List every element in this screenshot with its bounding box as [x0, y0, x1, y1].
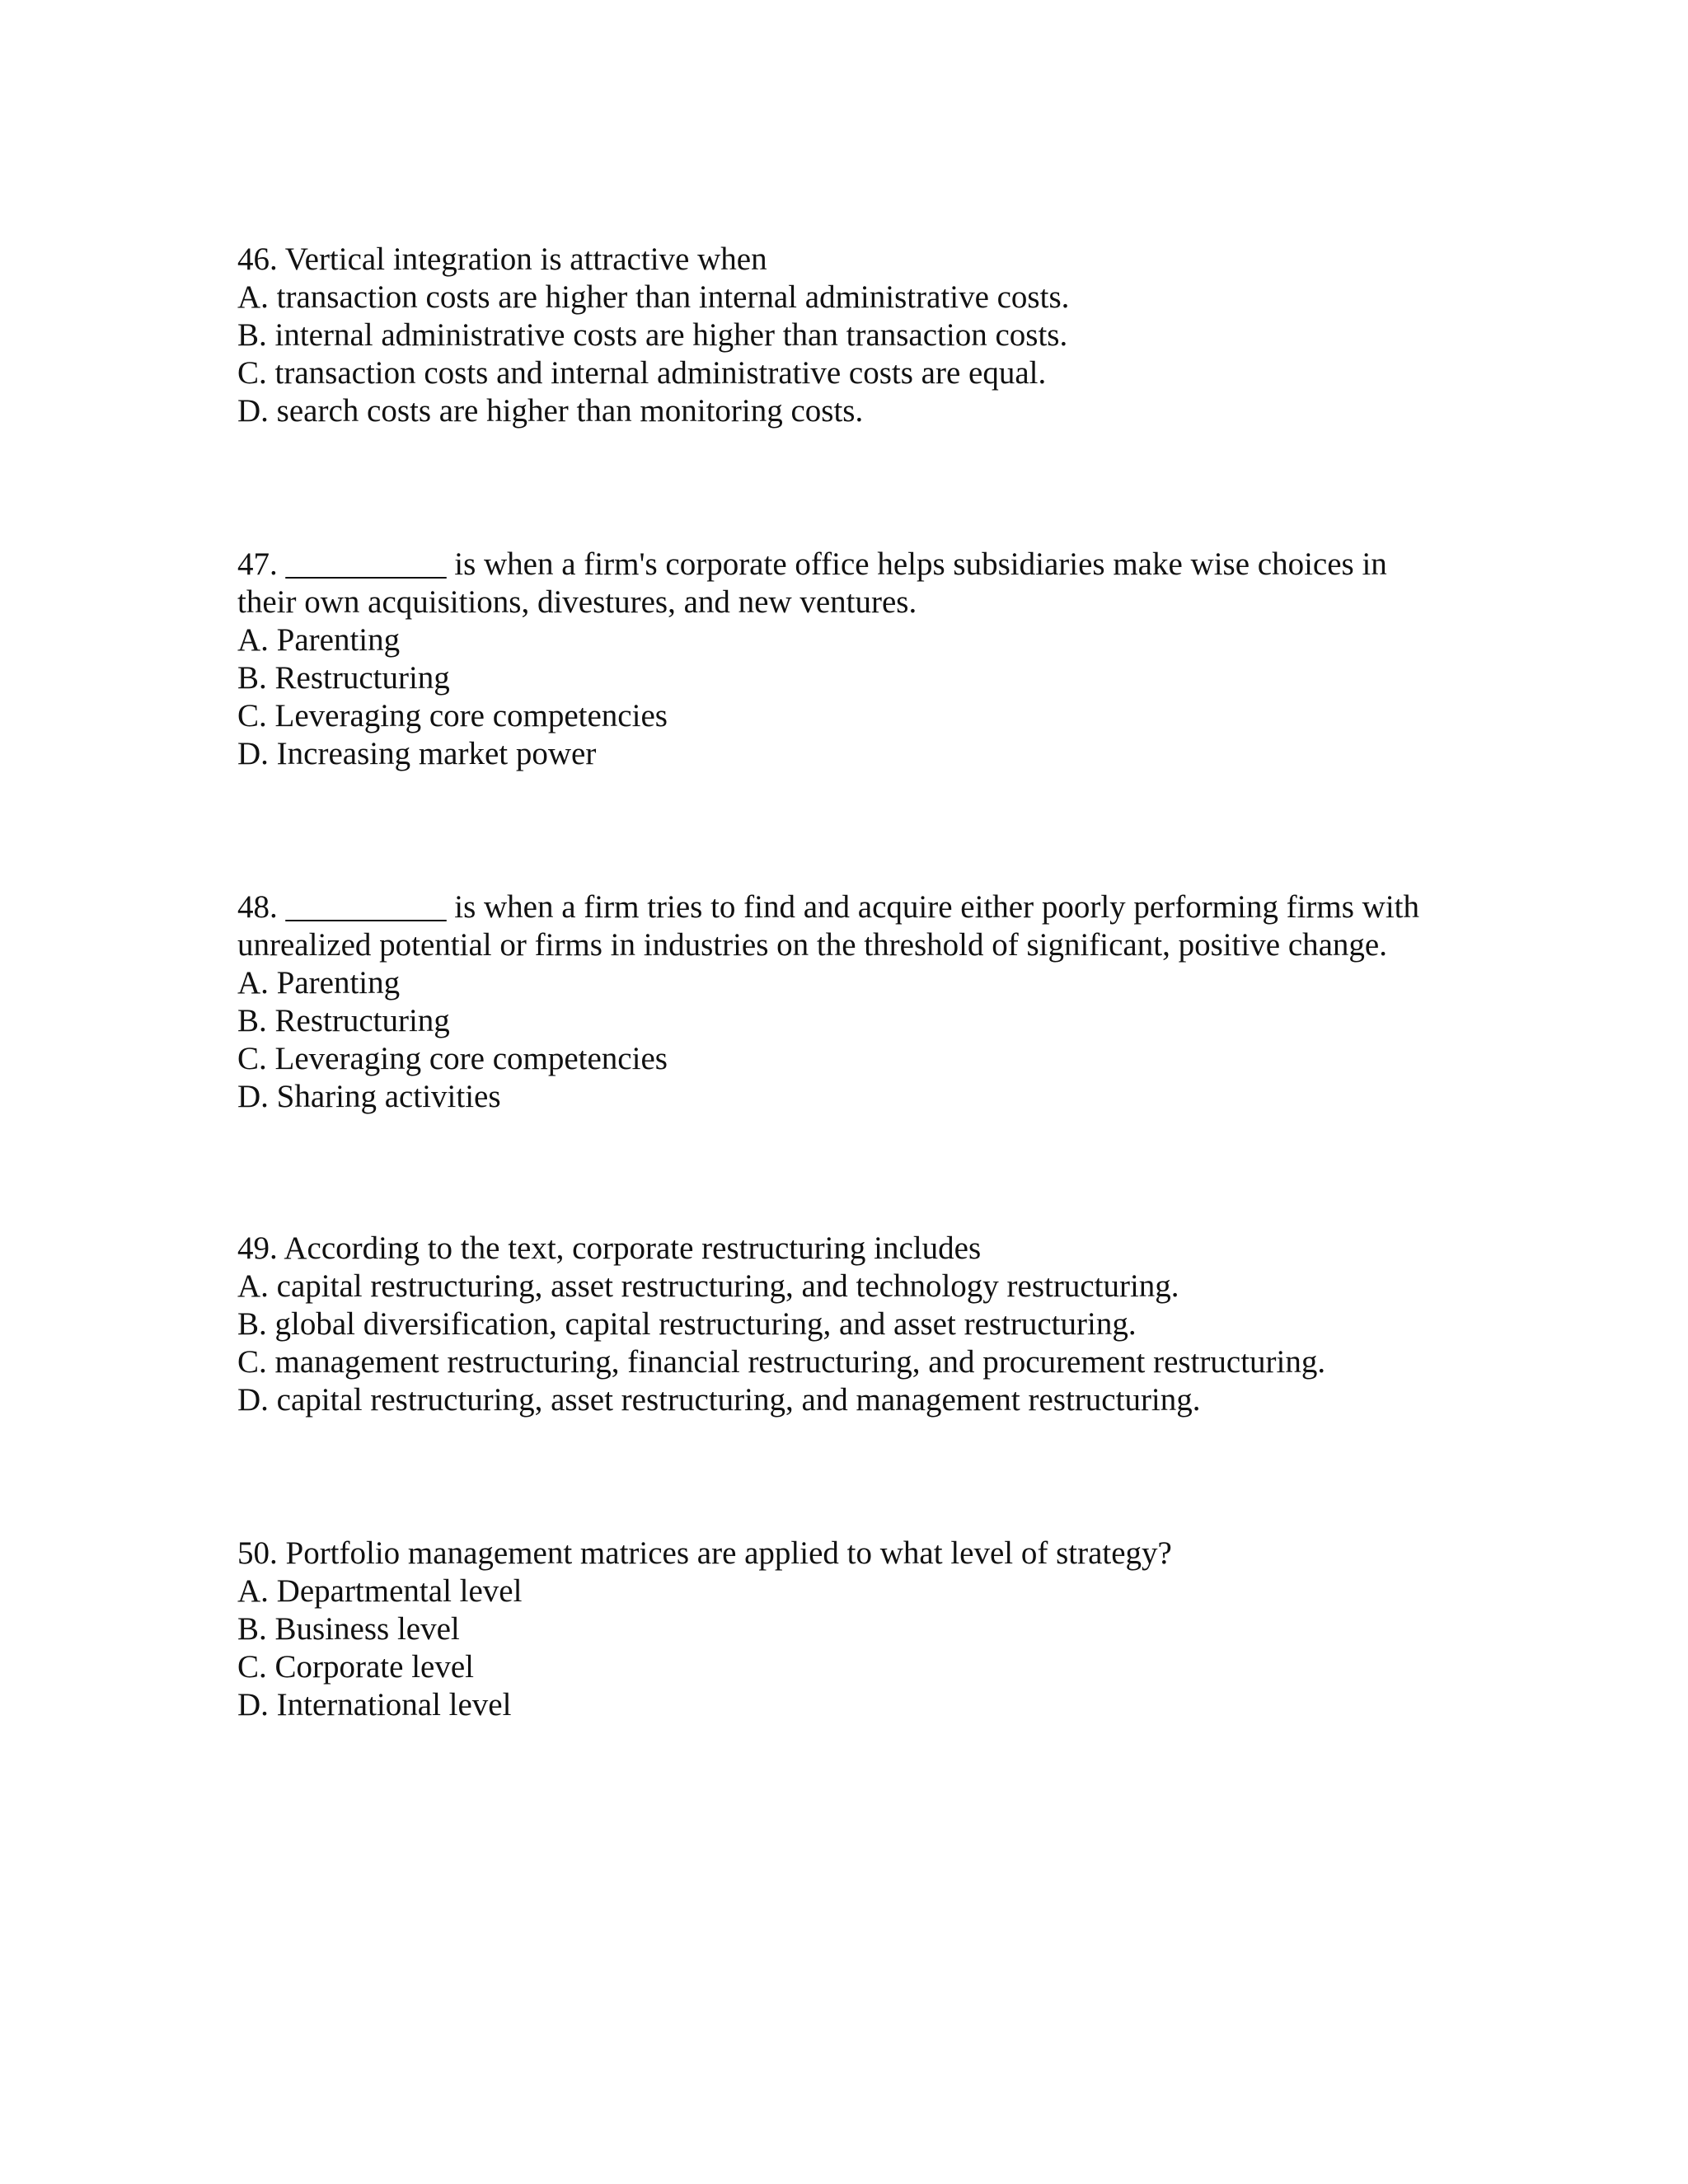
answer-option-c: C. Leveraging core competencies — [237, 698, 668, 733]
question-text-line-2: their own acquisitions, divestures, and new ventures. — [237, 584, 917, 620]
question-47 — [237, 546, 1474, 773]
question-number: 48. — [237, 889, 278, 925]
answer-option-a: A. transaction costs are higher than internal administrative costs. — [237, 279, 1070, 315]
answer-option-d: D. International level — [237, 1687, 512, 1722]
answer-option-b: B. Restructuring — [237, 1003, 450, 1038]
answer-option-a: A. Departmental level — [237, 1573, 523, 1609]
answer-option-a: A. Parenting — [237, 622, 401, 658]
question-stem — [237, 888, 1474, 926]
question-text-line-2: unrealized potential or firms in industries on the threshold of significant, positive change. — [237, 927, 1387, 963]
answer-option-c: C. transaction costs and internal administrative costs are equal. — [237, 355, 1047, 391]
question-text: According to the text, corporate restructuring includes — [284, 1230, 982, 1266]
question-stem — [237, 1535, 1474, 1572]
answer-option-c: C. Corporate level — [237, 1649, 474, 1685]
answer-option-b: B. Business level — [237, 1611, 460, 1647]
answer-option-d: D. search costs are higher than monitoring costs. — [237, 393, 864, 429]
question-text-line-1: __________ is when a firm's corporate office helps subsidiaries make wise choices in — [285, 546, 1387, 582]
answer-option-d: D. capital restructuring, asset restructuring, and management restructuring. — [237, 1382, 1201, 1418]
answer-option-c: C. management restructuring, financial restructuring, and procurement restructuring. — [237, 1344, 1326, 1380]
question-text-line-1: __________ is when a firm tries to find and acquire either poorly performing firms with — [285, 889, 1420, 925]
question-stem — [237, 546, 1474, 583]
answer-option-b: B. internal administrative costs are higher than transaction costs. — [237, 317, 1068, 353]
answer-option-a: A. Parenting — [237, 965, 401, 1001]
question-stem — [237, 241, 1474, 279]
question-number: 49. — [237, 1230, 278, 1266]
question-number: 47. — [237, 546, 278, 582]
question-46 — [237, 241, 1474, 430]
question-50 — [237, 1535, 1474, 1724]
answer-option-b: B. Restructuring — [237, 660, 450, 696]
question-text: Vertical integration is attractive when — [284, 241, 767, 277]
question-text: Portfolio management matrices are applied to what level of strategy? — [285, 1535, 1172, 1571]
answer-option-b: B. global diversification, capital restructuring, and asset restructuring. — [237, 1306, 1137, 1342]
answer-option-d: D. Sharing activities — [237, 1079, 501, 1114]
answer-option-d: D. Increasing market power — [237, 736, 597, 771]
question-number: 50. — [237, 1535, 278, 1571]
question-48 — [237, 888, 1474, 1116]
question-stem — [237, 1230, 1474, 1268]
answer-option-a: A. capital restructuring, asset restructuring, and technology restructuring. — [237, 1268, 1179, 1304]
question-number: 46. — [237, 241, 278, 277]
question-49 — [237, 1230, 1474, 1419]
answer-option-c: C. Leveraging core competencies — [237, 1041, 668, 1076]
